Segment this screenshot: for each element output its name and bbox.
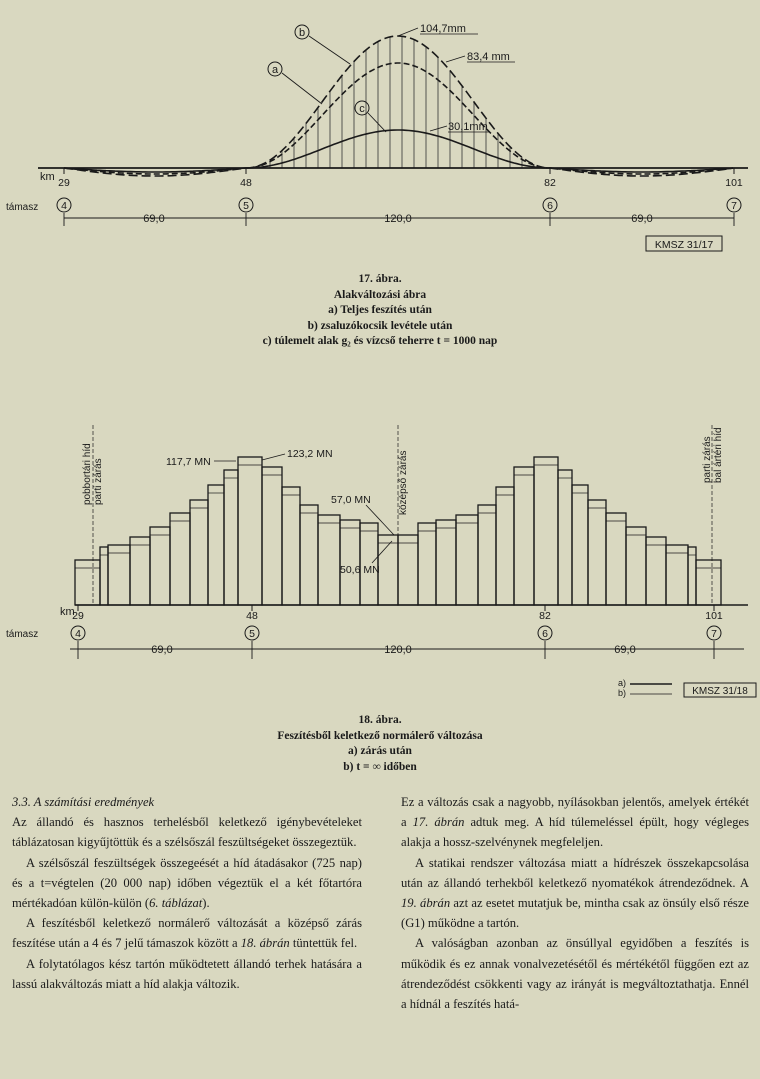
figure-18-caption	[0, 713, 760, 775]
paragraph	[401, 792, 749, 853]
paragraph-text: A statikai rendszer változása miatt a hídrészek összekapcsolása után az állandó terhekből keletkező nyomatékok átrendeződnek. A	[401, 855, 749, 890]
paragraph-text: A folytatólagos kész tartón működtetett állandó terhek hatására a lassú alakváltozás miatt a híd alakja változik.	[12, 956, 362, 991]
figure-reference: 19. ábrán	[401, 896, 451, 911]
support-number: 6	[542, 628, 548, 640]
force-step-a	[75, 560, 100, 605]
left-column	[12, 792, 362, 994]
label-left-bridge: pobbortári híd	[82, 443, 93, 505]
paragraph-text: Ez a változás csak a nagyobb, nyílásokban jelentős, amelyek értékét a	[401, 795, 749, 830]
deflection-diagram	[0, 0, 760, 265]
value-label-1: 117,7 MN	[166, 456, 211, 468]
right-column	[401, 792, 749, 1014]
km-mark: 101	[725, 177, 743, 189]
km-mark: 101	[705, 610, 723, 622]
span-2: 120,0	[384, 213, 412, 225]
force-step-a	[436, 520, 456, 605]
km-mark: 82	[544, 177, 556, 189]
support-number: 4	[61, 200, 67, 212]
km-mark: 29	[72, 610, 84, 622]
force-step-a	[688, 547, 696, 605]
paragraph-text: A szélsőszál feszültségek összegeését a híd átadásakor (725 nap) és a t=végtelen (20 000 nap) időben végeztük el a két főtartóra mértékadóan külön-külön (	[12, 855, 362, 911]
paragraph	[12, 954, 362, 994]
leader-peak-b	[398, 28, 418, 36]
support-number: 6	[547, 200, 553, 212]
curve-c	[64, 130, 733, 172]
leader-c	[368, 113, 386, 132]
force-step-a	[224, 470, 238, 605]
caption-line-a: a) zárás után	[348, 745, 412, 757]
force-step-a	[606, 513, 626, 605]
force-step-a	[456, 515, 478, 605]
force-step-a	[150, 527, 170, 605]
section-heading: 3.3. A számítási eredmények	[12, 795, 155, 809]
peak-value-c: 30,1mm	[448, 121, 488, 133]
caption-title: Feszítésből keletkező normálerő változása	[277, 729, 483, 742]
legend-b: b)	[618, 688, 627, 698]
support-number: 5	[249, 628, 255, 640]
km-mark: 48	[240, 177, 252, 189]
paragraph-text: azt az esetet mutatjuk be, mintha csak az önsúly első része (G1) működne a tartón.	[401, 896, 749, 931]
label-right-closure: parti zárás	[702, 436, 713, 483]
caption-line-c: c) túlemelt alak g₂ és vízcső teherre t = 1000 nap	[262, 335, 498, 347]
force-step-a	[282, 487, 300, 605]
curve-a	[64, 63, 733, 174]
span-3: 69,0	[631, 213, 653, 225]
support-label: támasz	[6, 629, 39, 640]
paragraph	[12, 812, 362, 852]
caption-line-b: b) t = ∞ időben	[343, 760, 417, 773]
span-2: 120,0	[384, 644, 412, 656]
legend-a: a)	[618, 678, 627, 688]
force-step-a	[696, 560, 721, 605]
peak-value-b: 104,7mm	[420, 23, 466, 35]
force-step-a	[262, 467, 282, 605]
curve-label-b: b	[298, 27, 306, 39]
leader-4	[372, 541, 392, 563]
figure-reference: 17. ábrán	[412, 815, 465, 830]
force-step-a	[646, 537, 666, 605]
figure-17-caption	[0, 272, 760, 350]
force-step-a	[208, 485, 224, 605]
paragraph	[12, 853, 362, 914]
figure-ref: KMSZ 31/18	[692, 686, 748, 697]
support-number: 4	[75, 628, 81, 640]
caption-number: 18. ábra.	[358, 714, 402, 726]
support-label: támasz	[6, 202, 39, 213]
km-mark: 29	[58, 177, 70, 189]
force-step-a	[514, 467, 534, 605]
peak-value-a: 83,4 mm	[467, 51, 510, 63]
force-step-a	[558, 470, 572, 605]
leader-peak-a	[446, 56, 465, 62]
curve-label-a: a	[271, 64, 279, 76]
value-label-4: 50,6 MN	[340, 564, 380, 576]
paragraph-text: ).	[202, 896, 210, 911]
force-step-a	[170, 513, 190, 605]
force-step-a	[496, 487, 514, 605]
figure-18	[0, 405, 760, 705]
figure-reference: 18. ábrán	[240, 936, 290, 951]
paragraph	[12, 913, 362, 953]
force-step-a	[100, 547, 108, 605]
force-step-a	[478, 505, 496, 605]
force-step-a	[588, 500, 606, 605]
span-3: 69,0	[614, 644, 636, 656]
caption-title: Alakváltozási ábra	[333, 288, 427, 301]
paragraph-text: adtuk meg. A híd túlemeléssel épült, hogy végleges alakja a hossz-szelvénynek megfeleljen.	[401, 815, 749, 850]
force-step-a	[190, 500, 208, 605]
support-number: 7	[731, 200, 737, 212]
span-1: 69,0	[143, 213, 165, 225]
support-number: 7	[711, 628, 717, 640]
caption-line-b: b) zsaluzókocsik levétele után	[307, 319, 453, 332]
label-mid-closure: középső zárás	[398, 450, 409, 515]
leader-a	[282, 73, 322, 104]
force-step-a	[238, 457, 262, 605]
force-step-a	[572, 485, 588, 605]
caption-line-a: a) Teljes feszítés után	[328, 304, 432, 316]
curve-b	[64, 36, 733, 176]
paragraph-text: A valóságban azonban az önsúllyal egyidőben a feszítés is működik és ez annak vonalvezetésétől és mértékétől függően ezt az átrendeződést csökkenti vagy az irányát is megváltoztathatja. Ennél a hídnál a feszítés hatá-	[401, 936, 749, 1012]
support-number: 5	[243, 200, 249, 212]
table-reference: 6. táblázat	[149, 896, 203, 911]
paragraph-text: tüntettük fel.	[289, 936, 358, 951]
label-left-closure: parti zárás	[93, 458, 104, 505]
force-step-a	[130, 537, 150, 605]
force-step-a	[108, 545, 130, 605]
force-step-a	[666, 545, 688, 605]
figure-ref: KMSZ 31/17	[654, 239, 714, 251]
leader-2	[262, 454, 285, 460]
force-step-a	[534, 457, 558, 605]
leader-3	[366, 505, 394, 535]
km-label: km	[60, 606, 75, 618]
paragraph	[401, 933, 749, 1014]
force-step-a	[300, 505, 318, 605]
curve-label-c: c	[359, 103, 365, 115]
force-step-a	[340, 520, 360, 605]
force-step-a	[318, 515, 340, 605]
paragraph	[401, 853, 749, 934]
value-label-3: 57,0 MN	[331, 494, 371, 506]
km-mark: 82	[539, 610, 551, 622]
km-label: km	[40, 171, 55, 183]
leader-peak-c	[430, 126, 447, 131]
km-mark: 48	[246, 610, 258, 622]
caption-number: 17. ábra.	[358, 273, 402, 285]
force-step-a	[626, 527, 646, 605]
leader-b	[309, 36, 350, 64]
span-1: 69,0	[151, 644, 173, 656]
normal-force-diagram	[0, 405, 760, 705]
value-label-2: 123,2 MN	[287, 448, 333, 460]
force-step-a	[398, 535, 418, 605]
figure-17	[0, 0, 760, 265]
paragraph-text: A feszítésből keletkező normálerő változását a középső zárás feszítése után a 4 és 7 jelű támaszok között a	[12, 916, 362, 951]
paragraph-text: Az állandó és hasznos terhelésből keletkező igénybevételeket táblázatosan kigyűjtöttük és a szélsőszál feszültségeket összegeztük.	[12, 815, 362, 850]
force-step-a	[418, 523, 436, 605]
label-right-bridge: bal ártéri híd	[713, 427, 724, 483]
